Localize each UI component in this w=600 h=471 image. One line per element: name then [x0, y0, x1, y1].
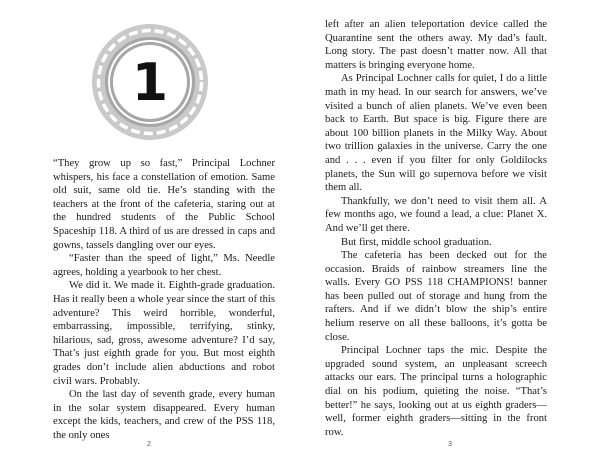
chapter-badge [91, 23, 209, 141]
paragraph: “Faster than the speed of light,” Ms. Needle agrees, holding a yearbook to her chest. [53, 253, 275, 278]
paragraph: left after an alien teleportation device called the Quarantine sent the others away. My dad’s fault. Long story. The past doesn’t matter now. All that matters is bringing everyone home. [325, 19, 547, 71]
paragraph: But first, middle school graduation. [341, 236, 492, 248]
right-body-text [325, 18, 547, 439]
paragraph: On the last day of seventh grade, every human in the solar system disappeared. Every human except the kids, teachers, and crew of the PSS 118, the only ones [53, 389, 275, 441]
paragraph: The cafeteria has been decked out for the occasion. Braids of rainbow streamers line the walls. Every GO PSS 118 CHAMPIONS! banner has been pulled out of storage and hung from the rafters. And if we didn’t blow the ship’s entire helium reserve on all these balloons, it’s gotta be close. [325, 250, 547, 343]
paragraph: Principal Lochner taps the mic. Despite the upgraded sound system, an unpleasant screech attacks our ears. The principal turns a holographic dial on his podium, quieting the noise. “That’s better!” he says, looking out at us eighth graders—well, former eighth graders—sitting in the front row. [325, 345, 547, 438]
page-number: 2 [147, 441, 151, 448]
paragraph: Thankfully, we don’t need to visit them all. A few months ago, we found a lead, a clue: Planet X. And we’ll get there. [325, 195, 547, 234]
right-page [300, 0, 600, 471]
left-body-text [53, 157, 275, 442]
page-number: 3 [448, 441, 452, 448]
chapter-number: 1 [131, 53, 169, 113]
paragraph: We did it. We made it. Eighth-grade graduation. Has it really been a whole year since the start of this adventure? This weird horrible, wonderful, embarrassing, impossible, terrifying, stinky, hilarious, sad, gross, awesome adventure? I’d say, That’s just eighth grade for you. But most eighth grades don’t include alien abductions and robot civil wars. Probably. [53, 280, 275, 387]
paragraph: As Principal Lochner calls for quiet, I do a little math in my head. In our search for answers, we’ve visited a bunch of alien planets. We’ve even been back to Earth. But space is big. Figure there are about 100 billion planets in the Milky Way. About two trillion galaxies in the universe. Carry the one and . . . even if you filter for only Goldilocks planets, the Sun will go supernova before we visit them all. [325, 73, 547, 194]
paragraph: “They grow up so fast,” Principal Lochner whispers, his face a constellation of emotion. Same old suit, same old tie. He’s standing with the teachers at the front of the cafeteria, staring out at the hundred students of the Public School Spaceship 118. A third of us are dressed in caps and gowns, tassels dangling over our eyes. [53, 158, 275, 251]
